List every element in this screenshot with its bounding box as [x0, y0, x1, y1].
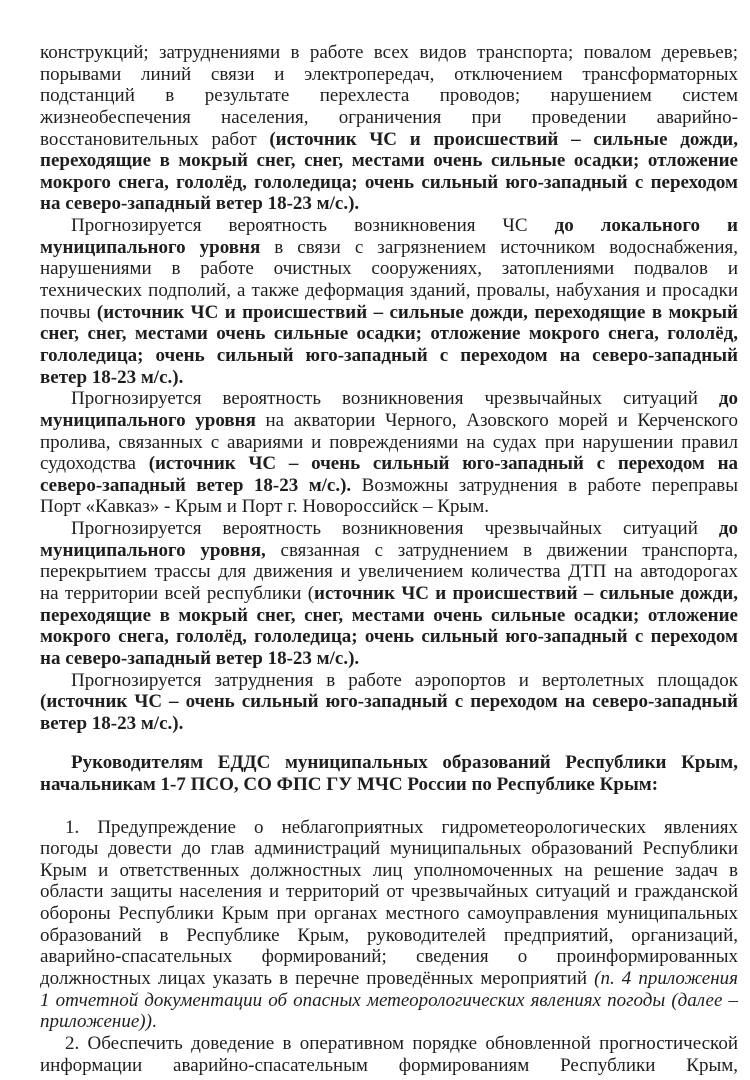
- bold-text: до: [718, 518, 738, 540]
- text-run: конструкций; затруднениями в работе всех видов транспорта; повалом деревьев;: [40, 42, 738, 63]
- text-line: [40, 860, 738, 882]
- text-run: перекрытием трассы для движения и увеличением количества ДТП на автодорогах: [40, 561, 738, 583]
- text-run: пролива, связанных с авариями и повреждениями на судах при нарушении правил: [40, 431, 738, 453]
- text-run: Крым и ответственных должностных лиц уполномоченных на решение задач в: [40, 859, 738, 881]
- bold-text: снег, снег, местами очень сильные осадки; отложение мокрого снега, гололёд,: [40, 323, 738, 345]
- text-line: [40, 605, 738, 627]
- text-line: [40, 817, 738, 839]
- text-run: связанная с затруднением в движении транспорта,: [265, 539, 738, 561]
- text-line: [40, 561, 738, 583]
- text-line: [40, 367, 738, 389]
- text-line: [40, 345, 738, 367]
- paragraph: [40, 215, 738, 388]
- text-run: Порт «Кавказ» - Крым и Порт г. Новороссийск – Крым.: [40, 496, 489, 518]
- text-line: [40, 713, 738, 735]
- text-run: Возможны затруднения в работе переправы: [351, 474, 738, 496]
- text-run: информации аварийно-спасательным формированиям Республики Крым,: [40, 1054, 738, 1076]
- bold-text: мокрого снега, гололёд, гололедица; очень сильный юго-западный с переходом: [40, 171, 738, 193]
- bold-text: Руководителям ЕДДС муниципальных образований Республики Крым,: [71, 751, 738, 773]
- bold-text: северо-западный ветер 18-23 м/с.).: [40, 474, 352, 496]
- text-run: 2. Обеспечить доведение в оперативном порядке обновленной прогностической: [65, 1032, 738, 1054]
- text-line: [40, 968, 738, 990]
- italic-text: приложение)): [40, 1011, 152, 1033]
- bold-text: источник ЧС и происшествий – сильные дожди,: [314, 583, 738, 605]
- paragraph: [40, 42, 738, 215]
- bold-text: (источник ЧС и происшествий – сильные дожди, переходящие в мокрый: [96, 301, 738, 323]
- text-line: [40, 172, 738, 194]
- text-run: обороны Республики Крым при органах местного самоуправления муниципальных: [40, 903, 738, 925]
- bold-text: муниципального уровня: [40, 236, 261, 258]
- text-run: аварийно-спасательных формирований; сведения о проинформированных: [40, 946, 738, 968]
- bold-text: начальникам 1-7 ПСО, СО ФПС ГУ МЧС России по Республике Крым:: [40, 773, 659, 795]
- bold-text: муниципального уровня,: [40, 539, 266, 561]
- text-line: [40, 323, 738, 345]
- forecast-paragraphs: [40, 42, 738, 735]
- text-run: Прогнозируется вероятность возникновения чрезвычайных ситуаций: [71, 388, 719, 410]
- bold-text: гололедица; очень сильный юго-западный с переходом на северо-западный: [40, 344, 738, 366]
- text-line: [40, 838, 738, 860]
- bold-text: (источник ЧС – очень сильный юго-западный с переходом на: [148, 453, 738, 475]
- text-run: восстановительных работ: [40, 128, 270, 150]
- bold-text: (источник ЧС – очень сильный юго-западный с переходом на северо-западный: [40, 691, 738, 713]
- text-run: области защиты населения и территорий от чрезвычайных ситуаций и гражданской: [40, 881, 738, 903]
- text-run: 1. Предупреждение о неблагоприятных гидрометеорологических явлениях: [65, 816, 738, 838]
- text-line: [40, 540, 738, 562]
- text-line: [40, 237, 738, 259]
- text-line: [40, 946, 738, 968]
- text-run: технических подполий, а также деформация зданий, провалы, набухания и просадки: [40, 280, 738, 302]
- bold-text: на северо-западный ветер 18-23 м/с.).: [40, 647, 360, 669]
- text-line: [40, 496, 738, 518]
- text-line: [40, 215, 738, 237]
- bold-text: муниципального уровня: [40, 409, 256, 431]
- text-line: [40, 432, 738, 454]
- paragraph: [40, 518, 738, 669]
- text-line: [40, 475, 738, 497]
- paragraph: [40, 388, 738, 518]
- text-run: судоходства: [40, 453, 149, 475]
- text-run: .: [151, 1011, 157, 1033]
- text-line: [40, 774, 738, 796]
- paragraph: [40, 670, 738, 735]
- text-line: [40, 1011, 738, 1033]
- text-run: нарушениями в работе очистных сооружениях, затоплениями подвалов и: [40, 258, 738, 280]
- addressee-heading: [40, 752, 738, 795]
- italic-text: 1 отчетной документации об опасных метеорологических явлениях погоды (далее –: [40, 989, 738, 1011]
- text-line: [40, 42, 738, 64]
- text-line: [40, 410, 738, 432]
- text-run: подстанций в результате перехлеста проводов; нарушением систем: [40, 85, 738, 107]
- text-line: [40, 129, 738, 151]
- list-item: [40, 1033, 738, 1076]
- text-line: [40, 881, 738, 903]
- bold-text: переходящие в мокрый снег, снег, местами очень сильные осадки; отложение: [40, 150, 738, 172]
- text-line: [40, 903, 738, 925]
- text-line: [40, 107, 738, 129]
- list-item: [40, 817, 738, 1033]
- text-line: [40, 64, 738, 86]
- text-run: Прогнозируется вероятность возникновения чрезвычайных ситуаций: [71, 518, 719, 540]
- text-run: жизнеобеспечения населения, ограничения при проведении аварийно-: [40, 106, 738, 128]
- text-line: [40, 626, 738, 648]
- text-line: [40, 1033, 738, 1055]
- bold-text: до: [718, 388, 738, 410]
- heading-text: [40, 752, 738, 795]
- bold-text: до локального и: [554, 215, 738, 237]
- text-run: в связи с загрязнением источником водоснабжения,: [260, 236, 738, 258]
- bold-text: ветер 18-23 м/с.).: [40, 366, 184, 388]
- text-line: [40, 85, 738, 107]
- text-run: образований в Республике Крым, руководителей предприятий, организаций,: [40, 924, 738, 946]
- text-line: [40, 1055, 738, 1077]
- text-line: [40, 150, 738, 172]
- text-line: [40, 193, 738, 215]
- text-run: Прогнозируется вероятность возникновения ЧС: [71, 215, 555, 237]
- bold-text: (источник ЧС и происшествий – сильные дожди,: [269, 128, 738, 150]
- text-line: [40, 691, 738, 713]
- text-line: [40, 258, 738, 280]
- text-line: [40, 518, 738, 540]
- bold-text: переходящие в мокрый снег, снег, местами очень сильные осадки; отложение: [40, 604, 738, 626]
- text-line: [40, 990, 738, 1012]
- text-line: [40, 453, 738, 475]
- text-line: [40, 280, 738, 302]
- bold-text: мокрого снега, гололёд, гололедица; очень сильный юго-западный с переходом: [40, 626, 738, 648]
- italic-text: (п. 4 приложения: [594, 968, 738, 990]
- text-line: [40, 302, 738, 324]
- instruction-list: [40, 817, 738, 1077]
- document-page: [40, 42, 738, 1076]
- bold-text: на северо-западный ветер 18-23 м/с.).: [40, 193, 360, 215]
- text-run: Прогнозируется затруднения в работе аэропортов и вертолетных площадок: [71, 669, 738, 691]
- text-line: [40, 648, 738, 670]
- text-line: [40, 388, 738, 410]
- text-run: на акватории Черного, Азовского морей и Керченского: [255, 409, 738, 431]
- text-run: на территории всей республики (: [40, 583, 315, 605]
- text-line: [40, 583, 738, 605]
- bold-text: ветер 18-23 м/с.).: [40, 712, 184, 734]
- text-line: [40, 670, 738, 692]
- text-run: погоды довести до глав администраций муниципальных образований Республики: [40, 838, 738, 860]
- text-line: [40, 925, 738, 947]
- text-run: должностных лицах указать в перечне проведённых мероприятий: [40, 968, 595, 990]
- text-line: [40, 752, 738, 774]
- text-run: почвы: [40, 301, 97, 323]
- text-run: порывами линий связи и электропередач, отключением трансформаторных: [40, 63, 738, 85]
